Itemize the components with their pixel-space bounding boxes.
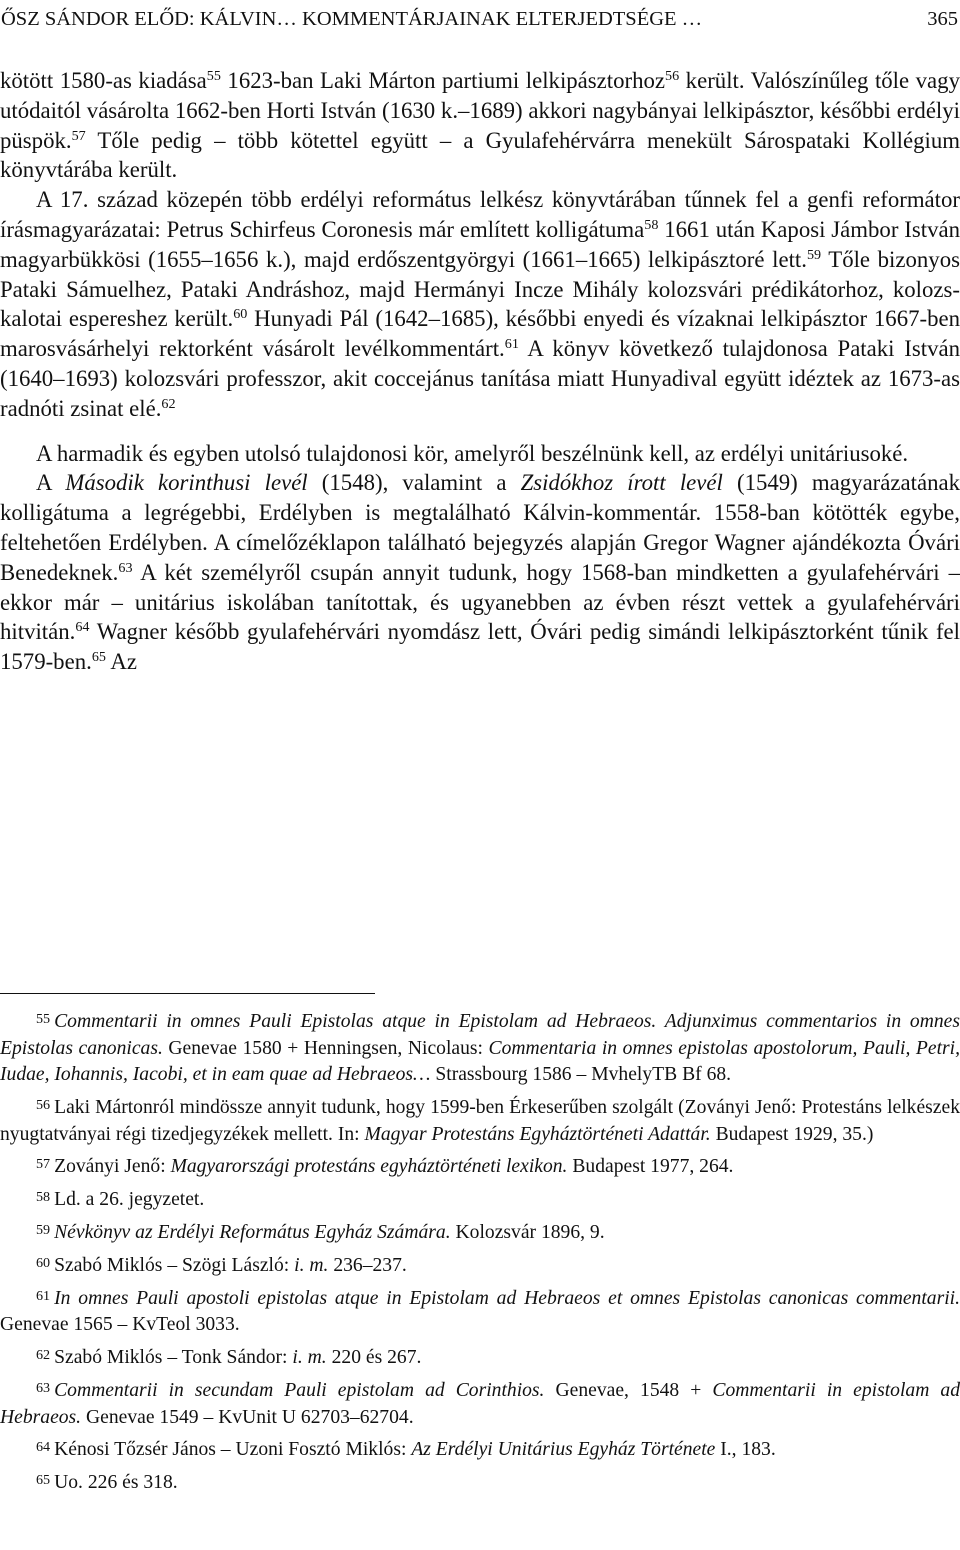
footnote-64: $^{64}$ Kénosi Tőzsér János – Uzoni Fosztó Miklós: Az Erdélyi Unitárius Egyház Története I., 183.: [36, 1439, 776, 1461]
footnote-ref[interactable]: 58: [644, 217, 659, 234]
footnote-61: $^{61}$ In omnes Pauli apostoli epistolas atque in Epistolam ad Hebraeos et omnes Epistolas canonicas commentarii. Genevae 1565 – KvTeol 3033.: [0, 1287, 960, 1336]
work-title: Második korinthusi levél: [65, 470, 308, 496]
page-number: 365: [927, 8, 958, 30]
footnote-ref[interactable]: 62: [161, 396, 176, 412]
footnote-65: $^{65}$ Uo. 226 és 318.: [36, 1472, 178, 1494]
footnote-55: $^{55}$ Commentarii in omnes Pauli Epistolas atque in Epistolam ad Hebraeos. Adjunximus commentarios in omnes Epistolas canonicas. Genevae 1580 + Henningsen, Nicolaus: Commentaria in omnes epistolas apostolorum, Pauli, Petri, Iudae, Iohannis, Iacobi, et in eam quae ad Hebraeos… Strassbourg 1586 – MvhelyTB Bf 68.: [0, 1011, 960, 1086]
footnote-ref[interactable]: 60: [233, 306, 248, 323]
footnote-ref[interactable]: 65: [91, 649, 106, 666]
paragraph: A Második korinthusi levél (1548), valamint a Zsidókhoz írott levél (1549) magyarázatának kolligátuma a legrégebbi, Erdélyben is megtalálható Kálvin-kommentár. 1558-ban kötötték egybe, feltehetően Erdélyben. A címelőzéklapon található bejegyzés alapján Gregor Wagner ajándékozta Óvári Benedeknek.$^{63}$ A két személyről csupán annyit tudunk, hogy 1568-ban mindketten a gyulafehérvári – ekkor már – unitárius iskolában tanítottak, és ugyanebben az évben részt vettek a gyulafehérvári hitvitán.$^{64}$ Wagner később gyulafehérvári nyomdász lett, Óvári pedig simándi lelkipásztorként tűnik fel 1579-ben.$^{65}$ Az: [0, 470, 960, 675]
paragraph: kötött 1580-as kiadása$^{55}$ 1623-ban Laki Márton partiumi lelkipásztorhoz$^{56}$ került. Valószínűleg tőle vagy utódaitól vásárolta 1662-ben Horti István (1630 k.–1689) akkori nagybányai lelkipásztor, későbbi erdélyi püspök.$^{57}$ Tőle pedig – több kötettel együtt – a Gyulafehérvárra menekült Sárospataki Kollégium könyvtárába került.: [0, 68, 960, 183]
running-header: [0, 4, 960, 34]
work-title: Zsidókhoz írott levél: [520, 470, 723, 496]
footnote-60: $^{60}$ Szabó Miklós – Szögi László: i. m. 236–237.: [36, 1254, 407, 1277]
footnote-ref[interactable]: 61: [504, 336, 519, 353]
paragraph: A 17. század közepén több erdélyi református lelkész könyvtárában tűnnek fel a genfi reformátor írásmagyarázatai: Petrus Schirfeus Coronesis már említett kolligátuma$^{58}$ 1661 után Kaposi Jámbor István magyarbükkösi (1655–1656 k.), majd erdőszentgyörgyi (1661–1665) lelkipásztoré lett.$^{59}$ Tőle bizonyos Pataki Sámuelhez, Pataki Andráshoz, majd Hermányi Incze Mihály kolozsvári prédikátorhoz, kolozs-kalotai espereshez került.$^{60}$ Hunyadi Pál (1642–1685), későbbi enyedi és vízaknai lelkipásztor 1667-ben marosvásárhelyi rektorként vásárolt levélkommentárt.$^{61}$ A könyv következő tulajdonosa Pataki István (1640–1693) kolozsvári professzor, akit coccejánus tanítása miatt Hunyadival együtt idéztek az 1673-as radnóti zsinat elé.$^{62}$: [0, 187, 960, 421]
paragraph: A harmadik és egyben utolsó tulajdonosi kör, amelyről beszélnünk kell, az erdélyi unitáriusoké.: [36, 440, 909, 466]
footnote-63: $^{63}$ Commentarii in secundam Pauli epistolam ad Corinthios. Genevae, 1548 + Commentarii in epistolam ad Hebraeos. Genevae 1549 – KvUnit U 62703–62704.: [0, 1379, 960, 1428]
footnote-58: $^{58}$ Ld. a 26. jegyzetet.: [36, 1189, 205, 1211]
footnote-56: $^{56}$ Laki Mártonról mindössze annyit tudunk, hogy 1599-ben Érkeserűben szolgált (Zoványi Jenő: Protestáns lelkészek nyugtatványai régi tizedjegyzékek mellett. In: Magyar Protestáns Egyháztörténeti Adattár. Budapest 1929, 35.): [0, 1097, 960, 1145]
footnote-ref[interactable]: 56: [665, 68, 680, 85]
footnote-57: $^{57}$ Zoványi Jenő: Magyarországi protestáns egyháztörténeti lexikon. Budapest 1977, 264.: [36, 1156, 734, 1178]
footnote-ref[interactable]: 63: [118, 559, 133, 576]
footnote-62: $^{62}$ Szabó Miklós – Tonk Sándor: i. m. 220 és 267.: [36, 1347, 422, 1369]
footnote-separator: [0, 993, 375, 994]
footnote-ref[interactable]: 57: [71, 127, 86, 144]
running-title: ŐSZ SÁNDOR ELŐD: KÁLVIN… KOMMENTÁRJAINAK ELTERJEDTSÉGE …: [1, 8, 703, 30]
footnote-ref[interactable]: 55: [206, 68, 221, 85]
footnote-59: $^{59}$ Névkönyv az Erdélyi Református Egyház Számára. Kolozsvár 1896, 9.: [36, 1222, 605, 1244]
footnote-ref[interactable]: 64: [75, 619, 90, 636]
footnote-ref[interactable]: 59: [806, 247, 822, 264]
footnotes: [0, 1006, 960, 1500]
main-text: [0, 66, 960, 677]
